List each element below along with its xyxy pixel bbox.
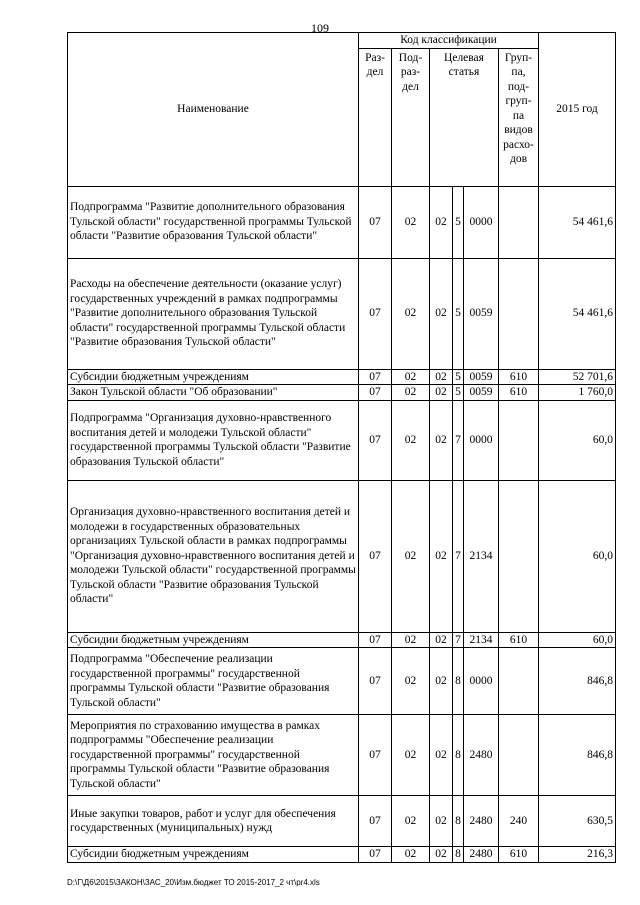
row-name: Подпрограмма "Организация духовно-нравственного воспитания детей и молодежи Тульской области" государственной программы Тульской области "Развитие образования Тульской области"	[68, 400, 359, 480]
row-razdel: 07	[359, 369, 392, 385]
row-target-program: 02	[430, 715, 453, 796]
row-amount: 60,0	[539, 632, 616, 648]
row-name: Закон Тульской области "Об образовании"	[68, 385, 359, 401]
column-header-group: Груп- па, под- груп- па видов расхо- дов	[499, 48, 539, 186]
row-name: Подпрограмма "Обеспечение реализации государственной программы" государственной программы Тульской области "Развитие образования Тульской области"	[68, 648, 359, 715]
table-row	[68, 369, 616, 385]
row-name: Мероприятия по страхованию имущества в рамках подпрограммы "Обеспечение реализации государственной программы" государственной программы Тульской области "Развитие образования Тульской области"	[68, 715, 359, 796]
row-target-code: 2134	[464, 480, 499, 632]
table-row	[68, 400, 616, 480]
table-row	[68, 385, 616, 401]
row-target-subprogram: 5	[453, 258, 464, 369]
row-target-code: 2480	[464, 847, 499, 863]
row-target-subprogram: 5	[453, 186, 464, 258]
table-row	[68, 632, 616, 648]
row-target-code: 0059	[464, 385, 499, 401]
row-target-program: 02	[430, 796, 453, 847]
row-target-program: 02	[430, 648, 453, 715]
row-amount: 216,3	[539, 847, 616, 863]
row-target-code: 0059	[464, 369, 499, 385]
row-amount: 52 701,6	[539, 369, 616, 385]
row-razdel: 07	[359, 847, 392, 863]
row-podrazdel: 02	[392, 847, 430, 863]
row-target-code: 0059	[464, 258, 499, 369]
table-row	[68, 715, 616, 796]
row-target-subprogram: 8	[453, 715, 464, 796]
footer-file-path: D:\Г\Д6\2015\ЗАКОН\ЗАС_20\Изм.бюджет ТО 2015-2017_2 чт\pr4.xls	[67, 878, 320, 887]
row-target-program: 02	[430, 186, 453, 258]
row-name: Субсидии бюджетным учреждениям	[68, 369, 359, 385]
row-podrazdel: 02	[392, 480, 430, 632]
row-razdel: 07	[359, 715, 392, 796]
table-row	[68, 480, 616, 632]
column-header-target: Целевая статья	[430, 48, 499, 186]
row-podrazdel: 02	[392, 648, 430, 715]
row-razdel: 07	[359, 258, 392, 369]
row-target-subprogram: 8	[453, 648, 464, 715]
column-header-name: Наименование	[68, 33, 359, 187]
row-podrazdel: 02	[392, 632, 430, 648]
row-target-subprogram: 5	[453, 385, 464, 401]
row-target-code: 2134	[464, 632, 499, 648]
row-expense-group	[499, 480, 539, 632]
row-razdel: 07	[359, 400, 392, 480]
row-target-code: 0000	[464, 186, 499, 258]
row-amount: 630,5	[539, 796, 616, 847]
row-target-code: 0000	[464, 648, 499, 715]
table-row	[68, 186, 616, 258]
row-target-subprogram: 5	[453, 369, 464, 385]
row-podrazdel: 02	[392, 186, 430, 258]
row-name: Иные закупки товаров, работ и услуг для обеспечения государственных (муниципальных) нужд	[68, 796, 359, 847]
row-podrazdel: 02	[392, 796, 430, 847]
table-row	[68, 258, 616, 369]
row-podrazdel: 02	[392, 258, 430, 369]
row-podrazdel: 02	[392, 369, 430, 385]
row-razdel: 07	[359, 480, 392, 632]
row-expense-group	[499, 186, 539, 258]
row-name: Субсидии бюджетным учреждениям	[68, 632, 359, 648]
row-expense-group	[499, 258, 539, 369]
row-podrazdel: 02	[392, 715, 430, 796]
row-expense-group: 610	[499, 385, 539, 401]
row-razdel: 07	[359, 385, 392, 401]
budget-table	[67, 32, 616, 863]
row-amount: 846,8	[539, 648, 616, 715]
row-podrazdel: 02	[392, 400, 430, 480]
row-expense-group	[499, 400, 539, 480]
row-razdel: 07	[359, 632, 392, 648]
row-expense-group	[499, 648, 539, 715]
row-target-subprogram: 7	[453, 480, 464, 632]
table-header	[68, 33, 616, 187]
column-header-year: 2015 год	[539, 33, 616, 187]
row-target-code: 2480	[464, 796, 499, 847]
row-target-subprogram: 7	[453, 400, 464, 480]
row-target-program: 02	[430, 632, 453, 648]
row-name: Организация духовно-нравственного воспитания детей и молодежи в государственных образовательных организациях Тульской области в рамках подпрограммы "Организация духовно-нравственного воспитания детей и молодежи Тульской области" государственной программы Тульской области "Развитие образования Тульской области"	[68, 480, 359, 632]
row-name: Субсидии бюджетным учреждениям	[68, 847, 359, 863]
row-amount: 54 461,6	[539, 186, 616, 258]
row-amount: 60,0	[539, 400, 616, 480]
row-target-subprogram: 7	[453, 632, 464, 648]
table-row	[68, 796, 616, 847]
column-header-code-group: Код классификации	[359, 33, 539, 49]
row-target-subprogram: 8	[453, 796, 464, 847]
row-target-program: 02	[430, 258, 453, 369]
row-target-code: 2480	[464, 715, 499, 796]
row-razdel: 07	[359, 796, 392, 847]
row-target-program: 02	[430, 369, 453, 385]
row-amount: 846,8	[539, 715, 616, 796]
table-body	[68, 186, 616, 862]
row-amount: 60,0	[539, 480, 616, 632]
row-target-program: 02	[430, 385, 453, 401]
row-target-program: 02	[430, 400, 453, 480]
page-number: 109	[311, 21, 329, 35]
row-name: Подпрограмма "Развитие дополнительного образования Тульской области" государственной программы Тульской области "Развитие образования Тульской области"	[68, 186, 359, 258]
column-header-razdel: Раз- дел	[359, 48, 392, 186]
row-expense-group: 610	[499, 632, 539, 648]
row-expense-group	[499, 715, 539, 796]
row-target-code: 0000	[464, 400, 499, 480]
row-expense-group: 240	[499, 796, 539, 847]
row-razdel: 07	[359, 186, 392, 258]
column-header-podrazdel: Под- раз- дел	[392, 48, 430, 186]
table-row	[68, 847, 616, 863]
row-expense-group: 610	[499, 847, 539, 863]
table-row	[68, 648, 616, 715]
row-name: Расходы на обеспечение деятельности (оказание услуг) государственных учреждений в рамках подпрограммы "Развитие дополнительного образования Тульской области" государственной программы Тульской области "Развитие образования Тульской области"	[68, 258, 359, 369]
row-target-program: 02	[430, 847, 453, 863]
row-target-subprogram: 8	[453, 847, 464, 863]
row-target-program: 02	[430, 480, 453, 632]
row-amount: 1 760,0	[539, 385, 616, 401]
row-amount: 54 461,6	[539, 258, 616, 369]
row-expense-group: 610	[499, 369, 539, 385]
row-podrazdel: 02	[392, 385, 430, 401]
row-razdel: 07	[359, 648, 392, 715]
